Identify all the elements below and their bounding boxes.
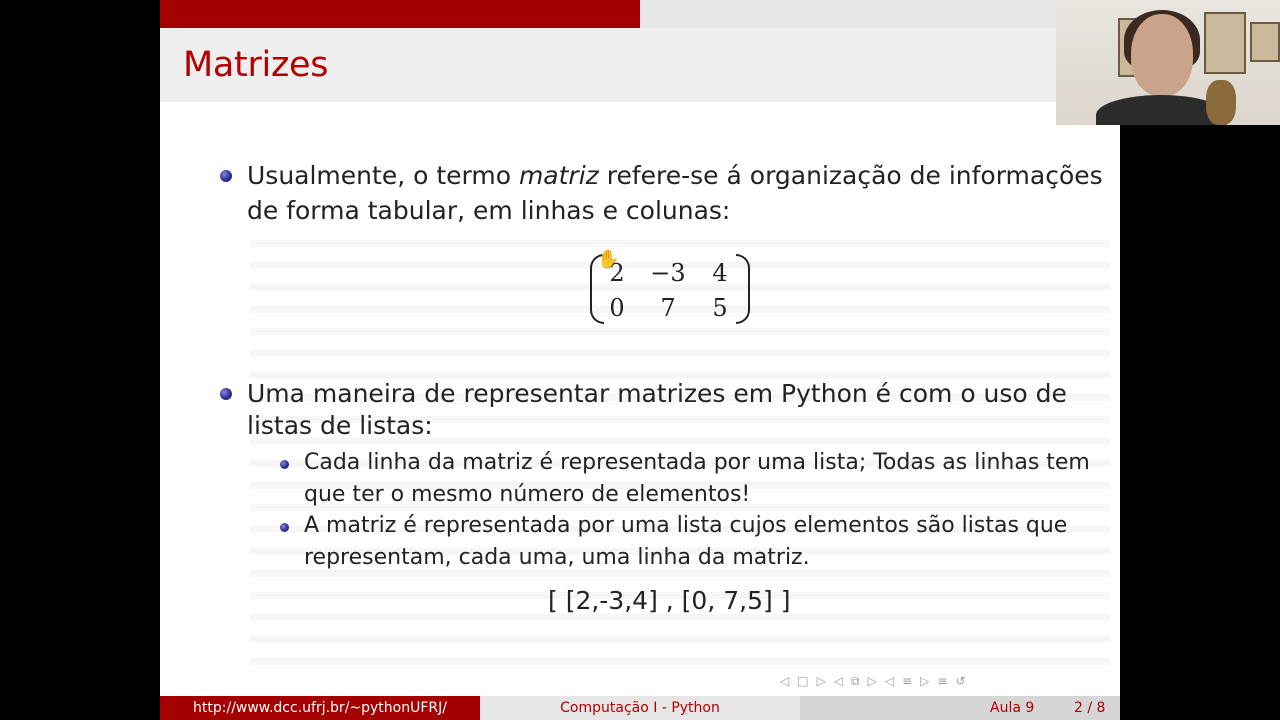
matrix-cell: 0 [609, 294, 625, 322]
bullet1-line1 [247, 163, 1103, 188]
nav-subsection-prev-icon[interactable]: ◁ [833, 674, 844, 688]
nav-doc-icon[interactable]: ≡ [937, 674, 948, 688]
footer-info [800, 696, 1120, 720]
header-bar-grey [640, 0, 1120, 28]
matrix-cell: −3 [650, 259, 686, 287]
nav-frame-prev-icon[interactable]: ◁ [780, 674, 790, 688]
slide-footer [160, 696, 1120, 720]
bullet1-line2: de forma tabular, em linhas e colunas: [247, 196, 731, 225]
footer-lesson: Aula 9 [990, 700, 1035, 716]
matrix-cell: 7 [660, 294, 676, 322]
nav-frame-next-icon[interactable]: ▷ [816, 674, 826, 688]
footer-url[interactable]: http://www.dcc.ufrj.br/~pythonUFRJ/ [160, 696, 480, 720]
sub-bullet-icon [280, 460, 289, 469]
footer-course: Computação I - Python [480, 696, 800, 720]
slide-title: Matrizes [183, 45, 329, 85]
nav-subsection-next-icon[interactable]: ▷ [867, 674, 877, 688]
bullet1-text-post: refere-se á organização de informações [598, 161, 1103, 190]
presenter-face [1131, 14, 1193, 96]
presentation-slide [160, 0, 1120, 720]
wall-frame [1204, 12, 1246, 74]
matrix-cell: 4 [712, 259, 728, 287]
list-example: [ [2,-3,4] , [0, 7,5] ] [548, 586, 791, 615]
bullet-icon [220, 170, 232, 182]
header-bar-red [160, 0, 640, 28]
bullet1-emphasis: matriz [518, 161, 599, 190]
matrix-cell: 5 [712, 294, 728, 322]
sub1-line2: que ter o mesmo número de elementos! [304, 482, 751, 507]
vase [1206, 80, 1236, 125]
matrix-cell: 2 [609, 259, 625, 287]
wall-frame [1250, 22, 1280, 62]
sub2-line2: representam, cada uma, uma linha da matriz. [304, 545, 810, 570]
nav-section-next-icon[interactable]: ▷ [920, 674, 930, 688]
bullet2-line1: Uma maneira de representar matrizes em Python é com o uso de [247, 379, 1067, 408]
footer-page-number: 2 / 8 [1074, 700, 1106, 716]
nav-section-prev-icon[interactable]: ◁ [884, 674, 895, 688]
nav-frame-icon[interactable]: □ [797, 674, 809, 688]
sub1-line1: Cada linha da matriz é representada por uma lista; Todas as linhas tem [304, 450, 1090, 475]
hand-cursor-icon: ✋ [597, 249, 620, 270]
sub-bullet-icon [280, 523, 289, 532]
nav-subsection-icon[interactable]: ⧉ [851, 674, 860, 688]
nav-search-icon[interactable]: ↺ [955, 674, 966, 688]
nav-section-icon[interactable]: ≡ [902, 674, 913, 688]
sub2-line1: A matriz é representada por uma lista cujos elementos são listas que [304, 513, 1068, 538]
webcam-overlay [1056, 0, 1280, 125]
bullet1-text-pre: Usualmente, o termo [247, 161, 519, 190]
bullet-icon [220, 388, 232, 400]
beamer-navigation[interactable] [780, 674, 966, 689]
bullet2-line2: listas de listas: [247, 411, 433, 440]
